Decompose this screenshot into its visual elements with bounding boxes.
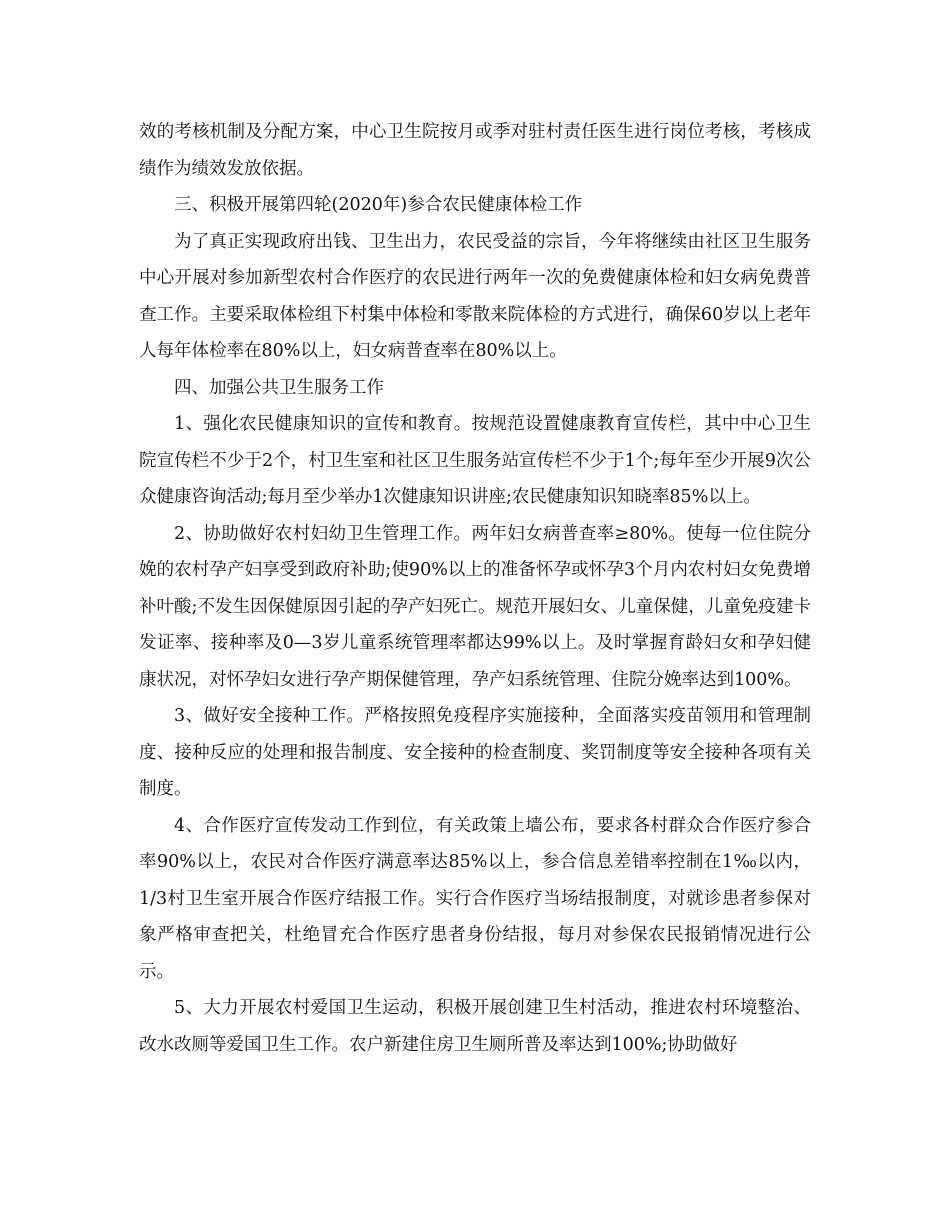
paragraph-item-5: 5、大力开展农村爱国卫生运动，积极开展创建卫生村活动，推进农村环境整治、改水改厕等爱国卫生工作。农户新建住房卫生厕所普及率达到100%;协助做好 [139,998,811,1055]
paragraph-item-4: 4、合作医疗宣传发动工作到位，有关政策上墙公布，要求各村群众合作医疗参合率90%以上，农民对合作医疗满意率达85%以上，参合信息差错率控制在1‰以内，1/3村卫生室开展合作医疗结报工作。实行合作医疗当场结报制度，对就诊患者参保对象严格审查把关，杜绝冒充合作医疗患者身份结报，每月对参保农民报销情况进行公示。 [139,815,811,982]
section-heading-4: 四、加强公共卫生服务工作 [174,377,384,398]
paragraph-item-2: 2、协助做好农村妇幼卫生管理工作。两年妇女病普查率≥80%。使每一位住院分娩的农村孕产妇享受到政府补助;使90%以上的准备怀孕或怀孕3个月内农村妇女免费增补叶酸;不发生因保健原因引起的孕产妇死亡。规范开展妇女、儿童保健，儿童免疫建卡发证率、接种率及0—3岁儿童系统管理率都达99%以上。及时掌握育龄妇女和孕妇健康状况，对怀孕妇女进行孕产期保健管理，孕产妇系统管理、住院分娩率达到100%。 [139,523,811,690]
paragraph-item-3: 3、做好安全接种工作。严格按照免疫程序实施接种，全面落实疫苗领用和管理制度、接种反应的处理和报告制度、安全接种的检查制度、奖罚制度等安全接种各项有关制度。 [139,706,811,799]
paragraph-item-1: 1、强化农民健康知识的宣传和教育。按规范设置健康教育宣传栏，其中中心卫生院宣传栏不少于2个，村卫生室和社区卫生服务站宣传栏不少于1个;每年至少开展9次公众健康咨询活动;每月至少举办1次健康知识讲座;农民健康知识知晓率85%以上。 [139,414,811,507]
paragraph-continued: 效的考核机制及分配方案，中心卫生院按月或季对驻村责任医生进行岗位考核，考核成绩作为绩效发放依据。 [139,122,811,179]
paragraph: 为了真正实现政府出钱、卫生出力，农民受益的宗旨，今年将继续由社区卫生服务中心开展对参加新型农村合作医疗的农民进行两年一次的免费健康体检和妇女病免费普查工作。主要采取体检组下村集中体检和零散来院体检的方式进行，确保60岁以上老年人每年体检率在80%以上，妇女病普查率在80%以上。 [139,231,811,361]
document-body [139,114,811,1063]
section-heading-3: 三、积极开展第四轮(2020年)参合农民健康体检工作 [174,195,583,215]
